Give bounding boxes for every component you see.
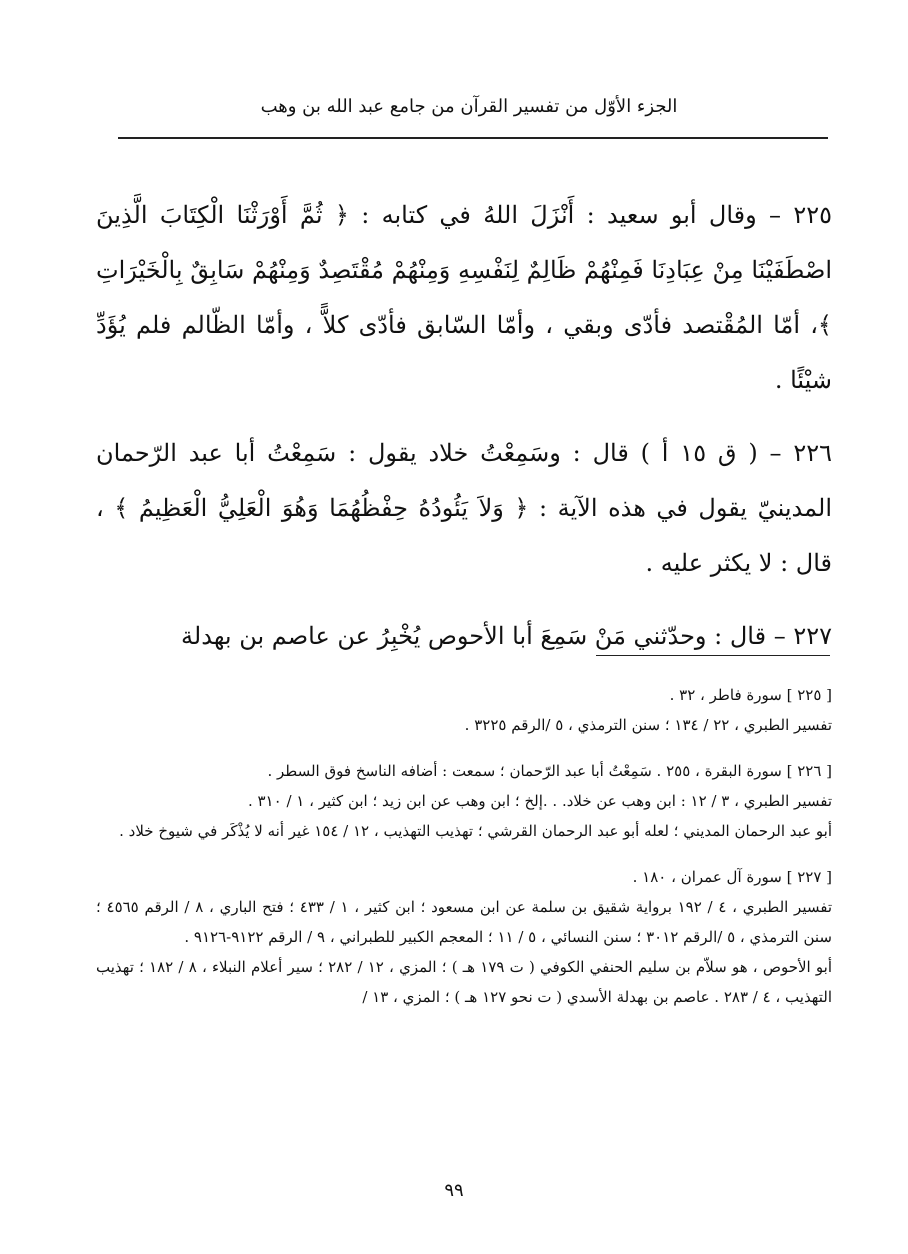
paragraph-226: ٢٢٦ – ( ق ١٥ أ ) قال : وسَمِعْتُ خلاد يقول : سَمِعْتُ أبا عبد الرّحمان المدينيّ يقول في هذه الآية : ﴿ وَلاَ يَئُودُهُ حِفْظُهُمَا وَهُوَ الْعَلِيُّ الْعَظِيمُ ﴾ ، قال : لا يكثر عليه . xyxy=(96,439,833,577)
paragraph-225: ٢٢٥ – وقال أبو سعيد : أَنْزَلَ اللهُ في كتابه : ﴿ ثُمَّ أَوْرَثْنَا الْكِتَابَ الَّذِينَ اصْطَفَيْنَا مِنْ عِبَادِنَا فَمِنْهُمْ ظَالِمٌ لِنَفْسِهِ وَمِنْهُمْ مُقْتَصِدٌ وَمِنْهُمْ سَابِقٌ بِالْخَيْرَاتِ ﴾، أمّا المُقْتصد فأدّى وبقي ، وأمّا السّابق فأدّى كلاًّ ، وأمّا الظّالم فلم يُؤَدِّ شيْئًا . xyxy=(96,201,832,394)
footnote-line: تفسير الطبري ، ٤ / ١٩٢ برواية شقيق بن سلمة عن ابن مسعود ؛ ابن كثير ، ١ / ٤٣٣ ؛ فتح الباري ، ٨ / الرقم ٤٥٦٥ ؛ سنن الترمذي ، ٥ /الرقم ٣٠١٢ ؛ سنن النسائي ، ٥ / ١١ ؛ المعجم الكبير للطبراني ، ٩ / الرقم ٩١٢٢-٩١٢٦ . xyxy=(96,898,833,946)
footnote-line: [ ٢٢٧ ] سورة آل عمران ، ١٨٠ . xyxy=(632,868,832,886)
paragraph-227: ٢٢٧ – قال : وحدّثني مَنْ سَمِعَ أبا الأحوص يُخْبِرُ عن عاصم بن بهدلة xyxy=(181,622,832,650)
footnote-227 xyxy=(96,862,832,1012)
footnote-line: [ ٢٢٥ ] سورة فاطر ، ٣٢ . xyxy=(669,686,832,704)
footnotes xyxy=(96,680,832,1028)
page-number: ٩٩ xyxy=(444,1180,464,1201)
footnote-separator xyxy=(596,655,830,656)
footnote-line: [ ٢٢٦ ] سورة البقرة ، ٢٥٥ . سَمِعْتُ أبا عبد الرّحمان ؛ سمعت : أضافه الناسخ فوق السطر . xyxy=(267,762,832,780)
footnote-225 xyxy=(96,680,832,740)
footnote-line: تفسير الطبري ، ٢٢ / ١٣٤ ؛ سنن الترمذي ، ٥ /الرقم ٣٢٢٥ . xyxy=(464,716,832,734)
running-header: الجزء الأوّل من تفسير القرآن من جامع عبد الله بن وهب xyxy=(260,96,678,117)
footnote-line: أبو عبد الرحمان المديني ؛ لعله أبو عبد الرحمان القرشي ؛ تهذيب التهذيب ، ١٢ / ١٥٤ غير أنه لا يُذْكَر في شيوخ خلاد . xyxy=(119,822,832,840)
footnote-line: أبو الأحوص ، هو سلاّم بن سليم الحنفي الكوفي ( ت ١٧٩ هـ ) ؛ المزي ، ١٢ / ٢٨٢ ؛ سير أعلام النبلاء ، ٨ / ١٨٢ ؛ تهذيب التهذيب ، ٤ / ٢٨٣ . عاصم بن بهدلة الأسدي ( ت نحو ١٢٧ هـ ) ؛ المزي ، ١٣ / xyxy=(96,958,833,1006)
main-text xyxy=(96,188,832,682)
footnote-226 xyxy=(96,756,832,846)
header-rule xyxy=(118,137,828,139)
footnote-line: تفسير الطبري ، ٣ / ١٢ : ابن وهب عن خلاد. . .إلخ ؛ ابن وهب عن ابن زيد ؛ ابن كثير ، ١ / ٣١٠ . xyxy=(247,792,832,810)
